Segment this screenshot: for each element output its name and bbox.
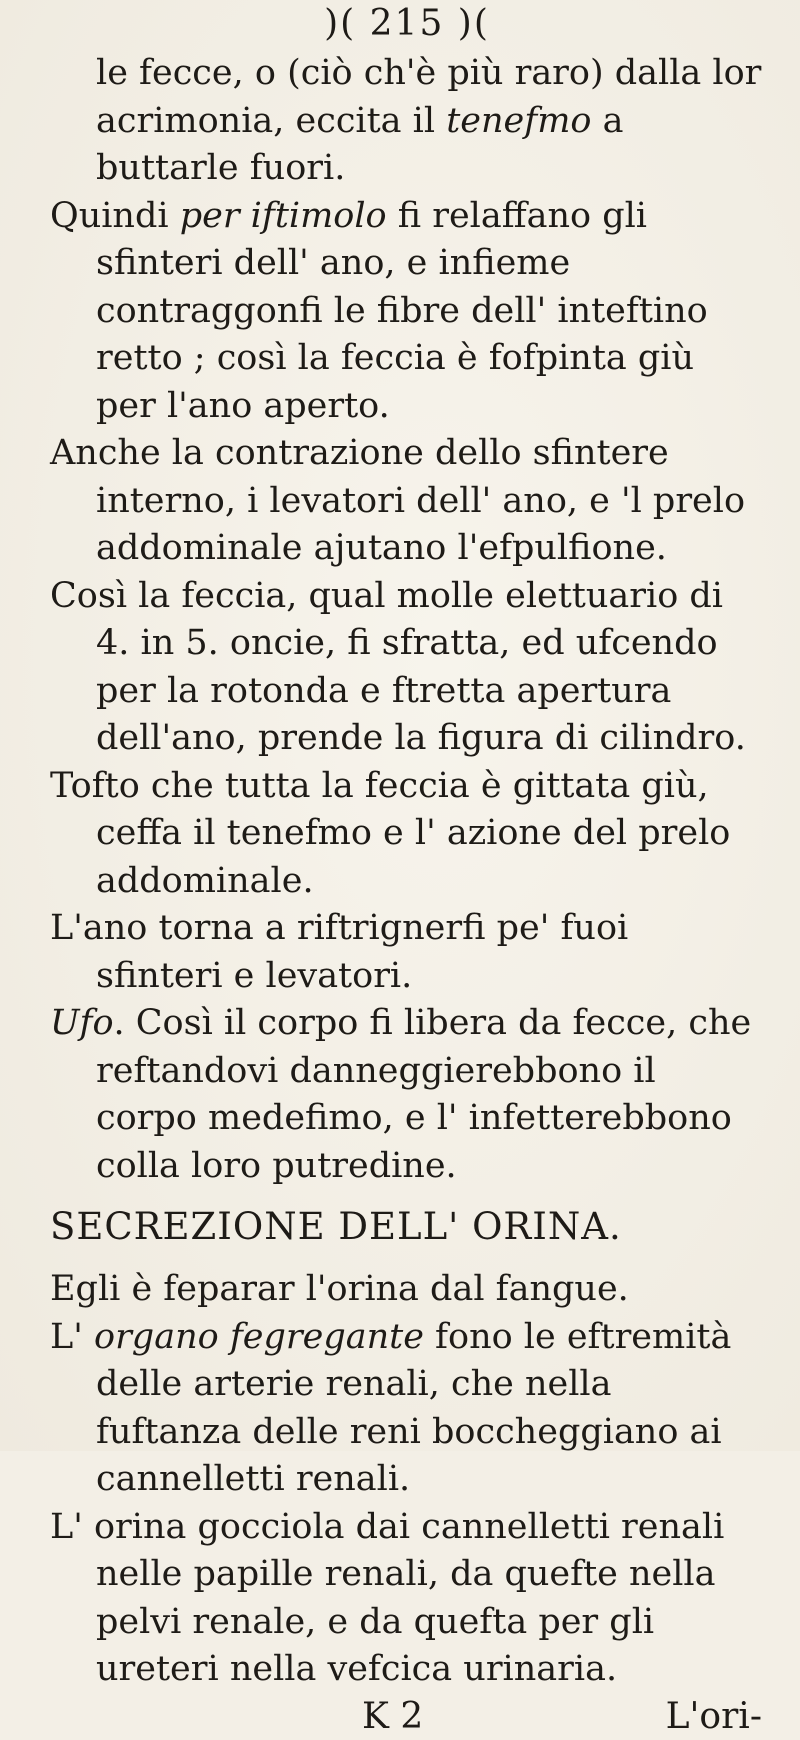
page-header <box>50 0 764 50</box>
italic-term: tenefmo <box>446 100 592 141</box>
text-run: L'ano torna a riftrignerfi pe' fuoi sfinteri e levatori. <box>50 908 629 996</box>
italic-term: organo fegregante <box>94 1316 424 1357</box>
page-number: )( 215 )( <box>324 3 490 44</box>
text-run: a buttarle fuori. <box>96 100 624 188</box>
paragraph <box>50 1266 764 1314</box>
text-run: L' orina gocciola dai cannelletti renali nelle papille renali, da quefte nella pelvi renale, e da quefta per gli ureteri nella vefcica urinaria. <box>50 1506 725 1689</box>
catchword: L'ori- <box>665 1695 762 1737</box>
page-footer <box>50 1694 764 1740</box>
body-text <box>50 50 764 1694</box>
italic-term: per iftimolo <box>179 195 387 236</box>
italic-term: Ufo <box>50 1003 114 1043</box>
text-run: Quindi <box>50 195 180 236</box>
paragraph <box>96 50 764 193</box>
paragraph <box>50 573 764 763</box>
text-run: L' <box>50 1316 94 1357</box>
paragraph <box>50 763 764 906</box>
text-run: Tofto che tutta la feccia è gittata giù, ceffa il tenefmo e l' azione del prelo addominale. <box>50 765 731 901</box>
section-title: SECREZIONE DELL' ORINA. <box>50 1205 622 1248</box>
text-run: le fecce, o (ciò ch'è più raro) dalla lor acrimonia, eccita il <box>96 53 762 141</box>
signature-mark: K 2 <box>362 1695 424 1737</box>
paragraph <box>50 1504 764 1694</box>
text-run: Così la feccia, qual molle elettuario di 4. in 5. oncie, fi sfratta, ed ufcendo per la rotonda e ftretta apertura dell'ano, prende la figura di cilindro. <box>50 575 746 758</box>
paragraph <box>50 905 764 1000</box>
text-run: Anche la contrazione dello sfintere interno, i levatori dell' ano, e 'l prelo addominale ajutano l'efpulfione. <box>50 433 746 568</box>
paragraph <box>50 430 764 573</box>
text-run: fono le eftremità delle arterie renali, che nella fuftanza delle reni boccheggiano ai cannelletti renali. <box>96 1316 732 1499</box>
paragraph <box>50 193 764 431</box>
paragraph <box>50 1000 764 1190</box>
text-run: fi relaffano gli sfinteri dell' ano, e infieme contraggonfi le fibre dell' inteftino retto ; così la feccia è fofpinta giù per l'ano aperto. <box>96 195 708 426</box>
text-run: . Così il corpo fi libera da fecce, che reftandovi danneggierebbono il corpo medefimo, e l' infetterebbono colla loro putredine. <box>96 1003 752 1186</box>
paragraph <box>50 1314 764 1504</box>
text-run: Egli è feparar l'orina dal fangue. <box>50 1269 629 1309</box>
